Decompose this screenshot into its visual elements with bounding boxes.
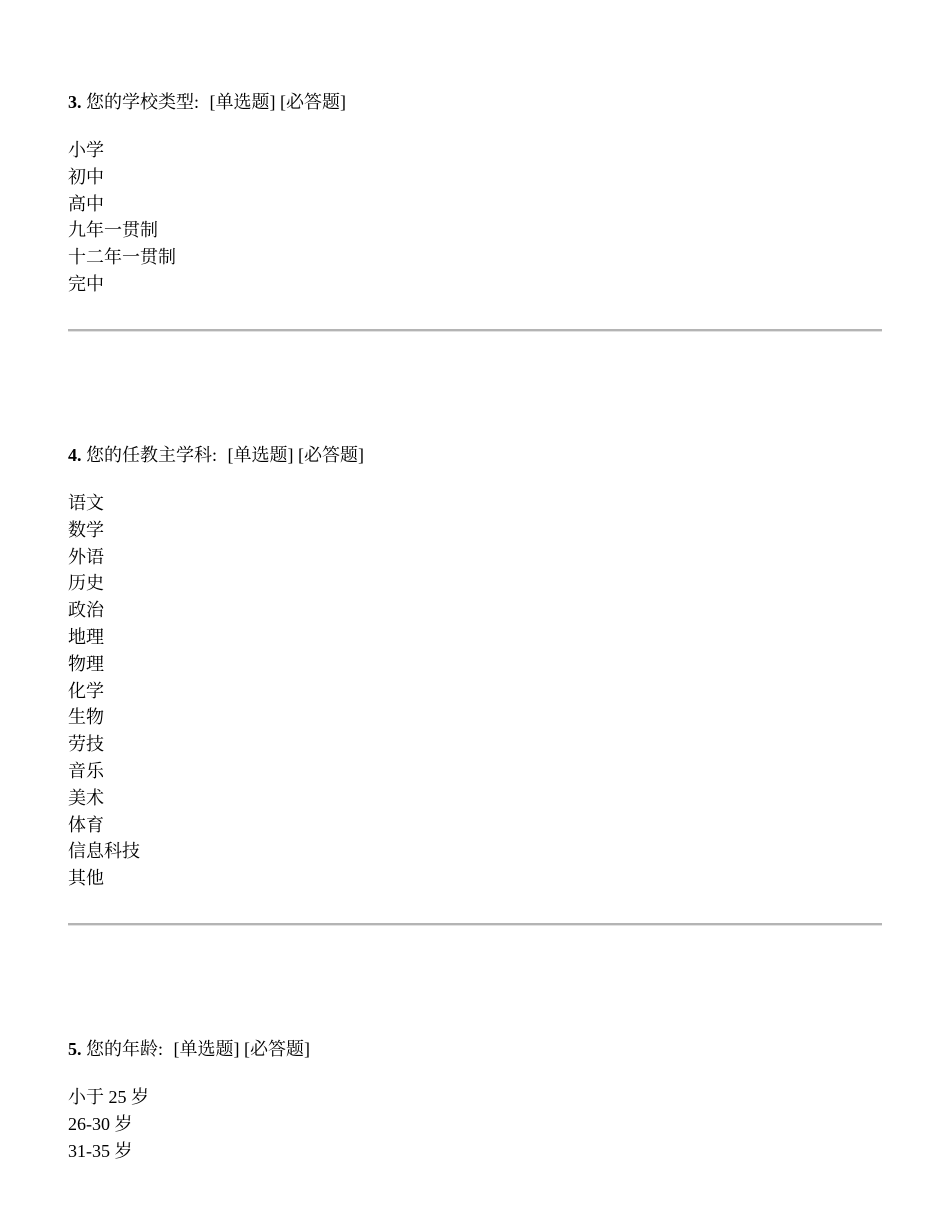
question-5 bbox=[68, 1038, 882, 1161]
option-item[interactable]: 音乐 bbox=[68, 760, 104, 781]
section-divider bbox=[68, 923, 882, 926]
section-divider bbox=[68, 329, 882, 332]
option-item[interactable]: 劳技 bbox=[68, 734, 104, 755]
option-item[interactable]: 美术 bbox=[68, 787, 104, 808]
question-4 bbox=[68, 444, 882, 889]
question-title bbox=[68, 444, 882, 466]
option-list bbox=[68, 490, 140, 892]
question-number: 5. bbox=[68, 1039, 82, 1059]
question-text: 您的年龄: bbox=[86, 1039, 164, 1059]
option-item[interactable]: 语文 bbox=[68, 493, 104, 513]
option-list bbox=[68, 1084, 149, 1164]
question-tags: [单选题] [必答题] bbox=[173, 1039, 310, 1059]
question-title bbox=[68, 1038, 882, 1060]
option-item[interactable]: 31-35 岁 bbox=[68, 1140, 133, 1161]
option-item[interactable]: 外语 bbox=[68, 546, 104, 567]
question-tags: [单选题] [必答题] bbox=[227, 445, 364, 465]
option-item[interactable]: 26-30 岁 bbox=[68, 1113, 133, 1134]
option-item[interactable]: 历史 bbox=[68, 573, 104, 594]
option-item[interactable]: 化学 bbox=[68, 680, 104, 701]
option-item[interactable]: 政治 bbox=[68, 600, 104, 621]
option-item[interactable]: 其他 bbox=[68, 868, 104, 889]
question-number: 3. bbox=[68, 92, 82, 112]
question-3 bbox=[68, 91, 882, 294]
option-item[interactable]: 信息科技 bbox=[68, 841, 140, 862]
option-list bbox=[68, 137, 176, 298]
option-item[interactable]: 物理 bbox=[68, 653, 104, 674]
option-item[interactable]: 十二年一贯制 bbox=[68, 247, 176, 268]
option-item[interactable]: 高中 bbox=[68, 193, 104, 214]
option-item[interactable]: 小于 25 岁 bbox=[68, 1087, 149, 1107]
question-text: 您的学校类型: bbox=[86, 92, 200, 112]
option-item[interactable]: 生物 bbox=[68, 707, 104, 728]
option-item[interactable]: 小学 bbox=[68, 140, 104, 160]
question-number: 4. bbox=[68, 445, 82, 465]
option-item[interactable]: 地理 bbox=[68, 626, 104, 647]
option-item[interactable]: 数学 bbox=[68, 519, 104, 540]
option-item[interactable]: 九年一贯制 bbox=[68, 220, 158, 241]
option-item[interactable]: 体育 bbox=[68, 814, 104, 835]
question-title bbox=[68, 91, 882, 113]
option-item[interactable]: 初中 bbox=[68, 166, 104, 187]
question-tags: [单选题] [必答题] bbox=[209, 92, 346, 112]
question-text: 您的任教主学科: bbox=[86, 445, 218, 465]
option-item[interactable]: 完中 bbox=[68, 273, 104, 294]
